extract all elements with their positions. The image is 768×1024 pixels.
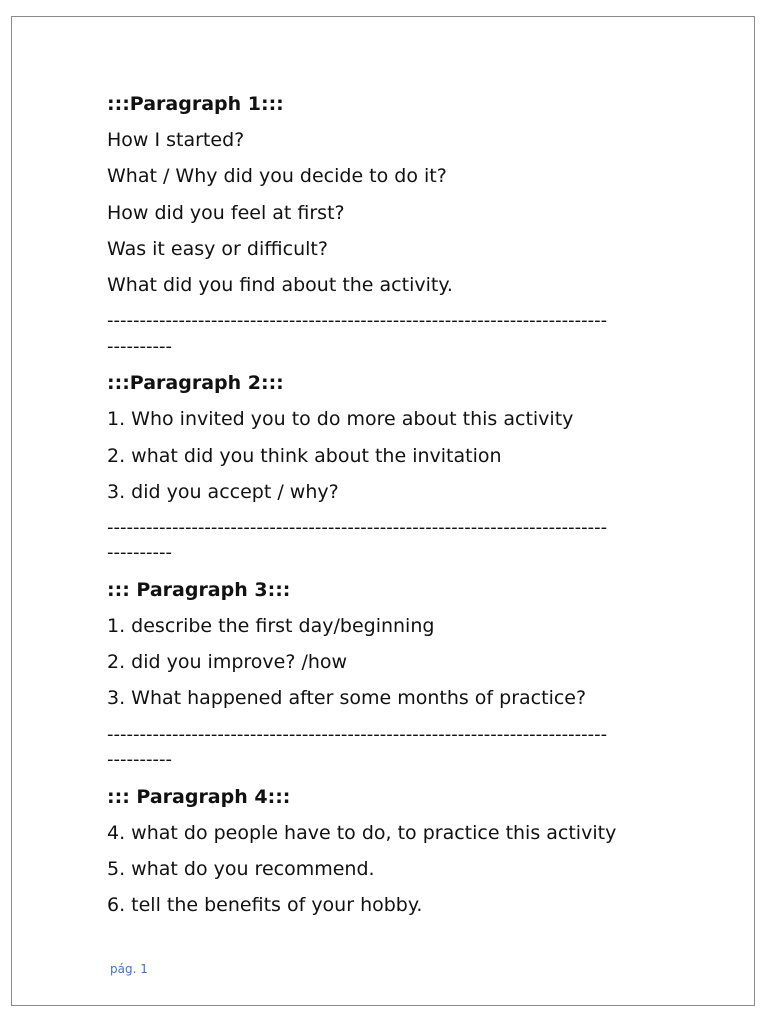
section-heading: :::Paragraph 1:::: [107, 93, 284, 115]
section-heading: ::: Paragraph 4:::: [107, 785, 291, 808]
separator-line: -----------------------------------------------------------------------------: [107, 310, 608, 332]
text-line: 3. did you accept / why?: [107, 480, 339, 503]
document-page: [11, 16, 755, 1006]
text-line: 2. what did you think about the invitation: [107, 444, 502, 467]
text-line: 6. tell the benefits of your hobby.: [107, 894, 423, 917]
text-line: 1. Who invited you to do more about this activity: [107, 408, 574, 431]
separator-line: -----------------------------------------------------------------------------: [107, 723, 608, 745]
separator-line-tail: ----------: [107, 335, 172, 357]
text-line: How did you feel at first?: [107, 201, 345, 224]
page-content: [107, 91, 667, 928]
separator-line-tail: ----------: [107, 749, 172, 771]
text-line: 3. What happened after some months of practice?: [107, 687, 587, 710]
separator-line-tail: ----------: [107, 542, 172, 564]
section-heading: :::Paragraph 2:::: [107, 372, 284, 395]
text-line: What did you find about the activity.: [107, 273, 453, 296]
text-line: 5. what do you recommend.: [107, 858, 375, 880]
text-line: 1. describe the first day/beginning: [107, 615, 435, 638]
text-line: Was it easy or difficult?: [107, 237, 328, 260]
section-heading: ::: Paragraph 3:::: [107, 578, 291, 601]
separator-line: -----------------------------------------------------------------------------: [107, 516, 608, 538]
text-line: What / Why did you decide to do it?: [107, 165, 447, 188]
text-line: How I started?: [107, 129, 245, 152]
text-line: 2. did you improve? /how: [107, 651, 348, 674]
text-line: 4. what do people have to do, to practice this activity: [107, 821, 617, 844]
page-number: pág. 1: [110, 962, 148, 976]
